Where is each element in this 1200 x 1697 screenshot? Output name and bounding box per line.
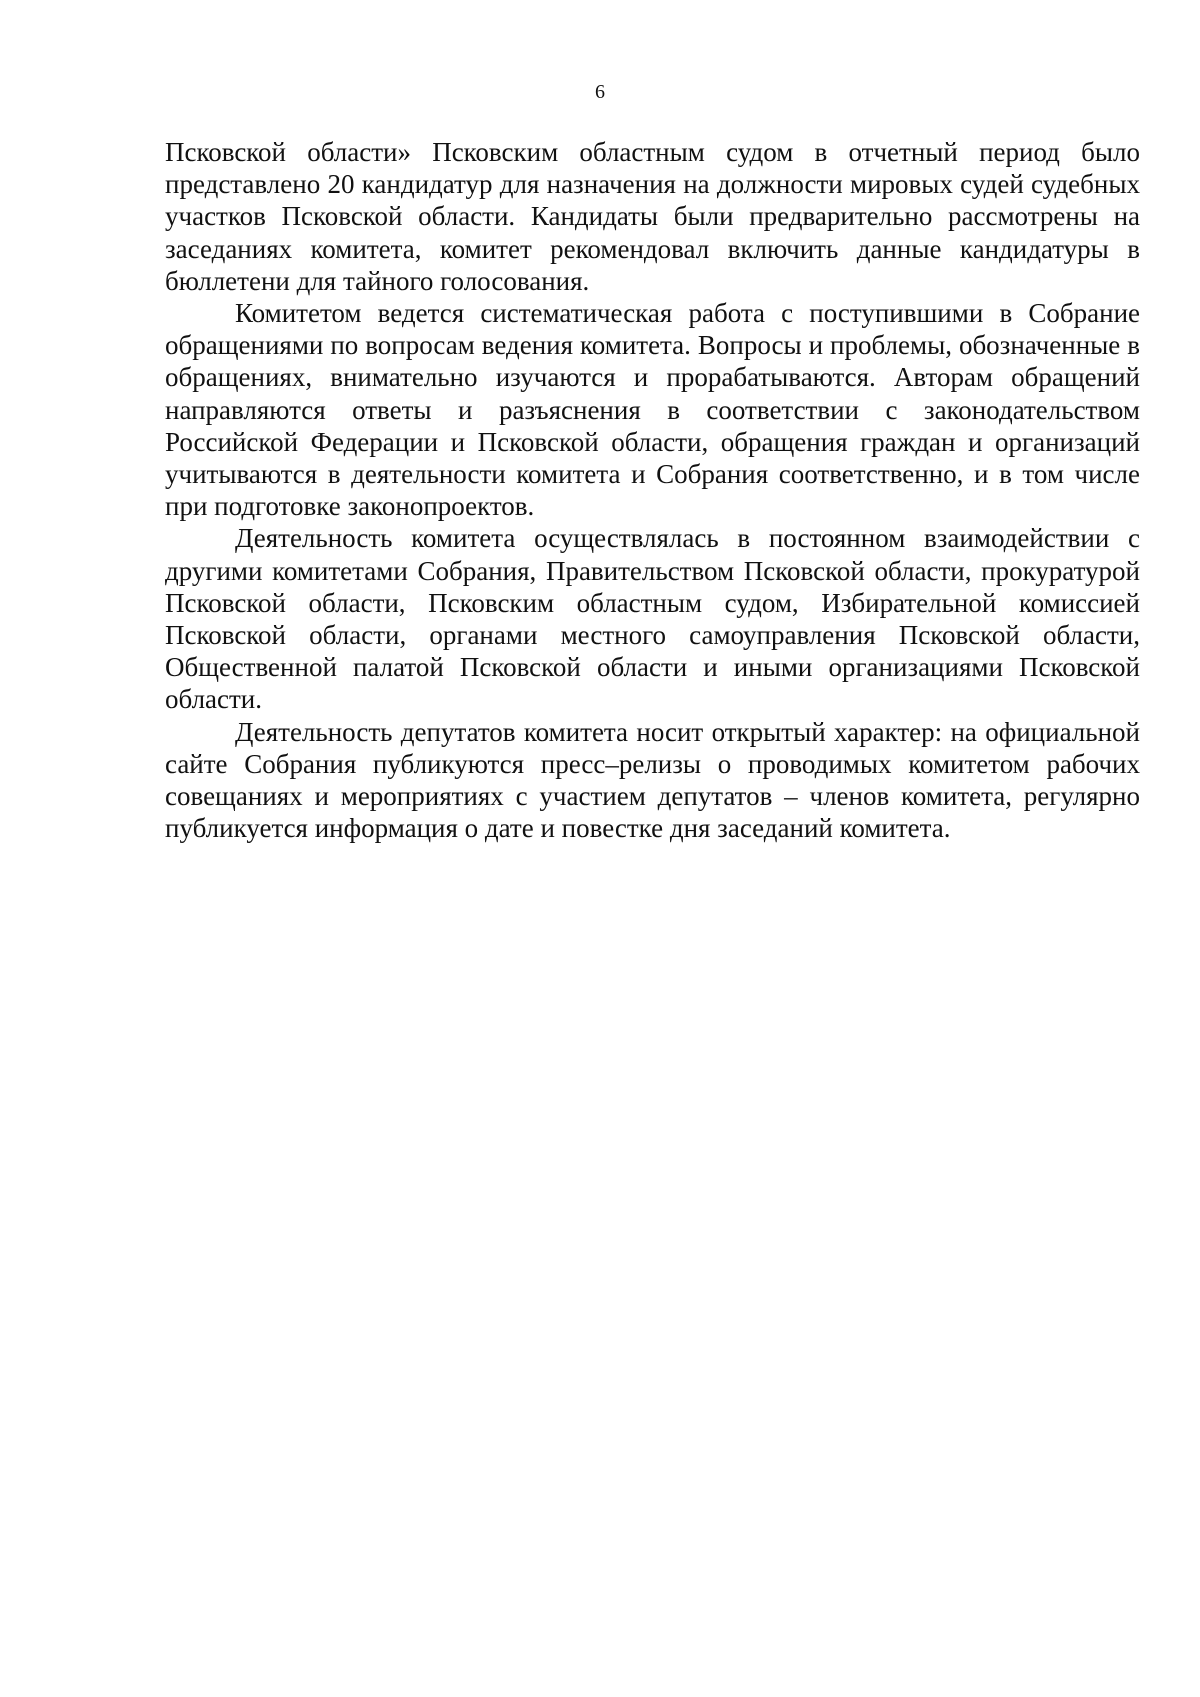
paragraph-appeals: Комитетом ведется систематическая работа с поступившими в Собрание обращениями по вопросам ведения комитета. Вопросы и проблемы, обозначенные в обращениях, внимательно изучаются и прорабатываются. Авторам обращений направляются ответы и разъяснения в соответствии с законодательством Российской Федерации и Псковской области, обращения граждан и организаций учитываются в деятельности комитета и Собрания соответственно, и в том числе при подготовке законопроектов.: [165, 298, 1140, 522]
paragraph-cooperation: Деятельность комитета осуществлялась в постоянном взаимодействии с другими комитетами Собрания, Правительством Псковской области, прокуратурой Псковской области, Псковским областным судом, Избирательной комиссией Псковской области, органами местного самоуправления Псковской области, Общественной палатой Псковской области и иными организациями Псковской области.: [165, 523, 1140, 715]
paragraph-openness: Деятельность депутатов комитета носит открытый характер: на официальной сайте Собрания публикуются пресс–релизы о проводимых комитетом рабочих совещаниях и мероприятиях с участием депутатов – членов комитета, регулярно публикуется информация о дате и повестке дня заседаний комитета.: [165, 716, 1140, 844]
page-number: 6: [595, 81, 605, 103]
document-body: [165, 136, 1140, 844]
paragraph-continued: Псковской области» Псковским областным судом в отчетный период было представлено 20 кандидатур для назначения на должности мировых судей судебных участков Псковской области. Кандидаты были предварительно рассмотрены на заседаниях комитета, комитет рекомендовал включить данные кандидатуры в бюллетени для тайного голосования.: [165, 137, 1140, 296]
